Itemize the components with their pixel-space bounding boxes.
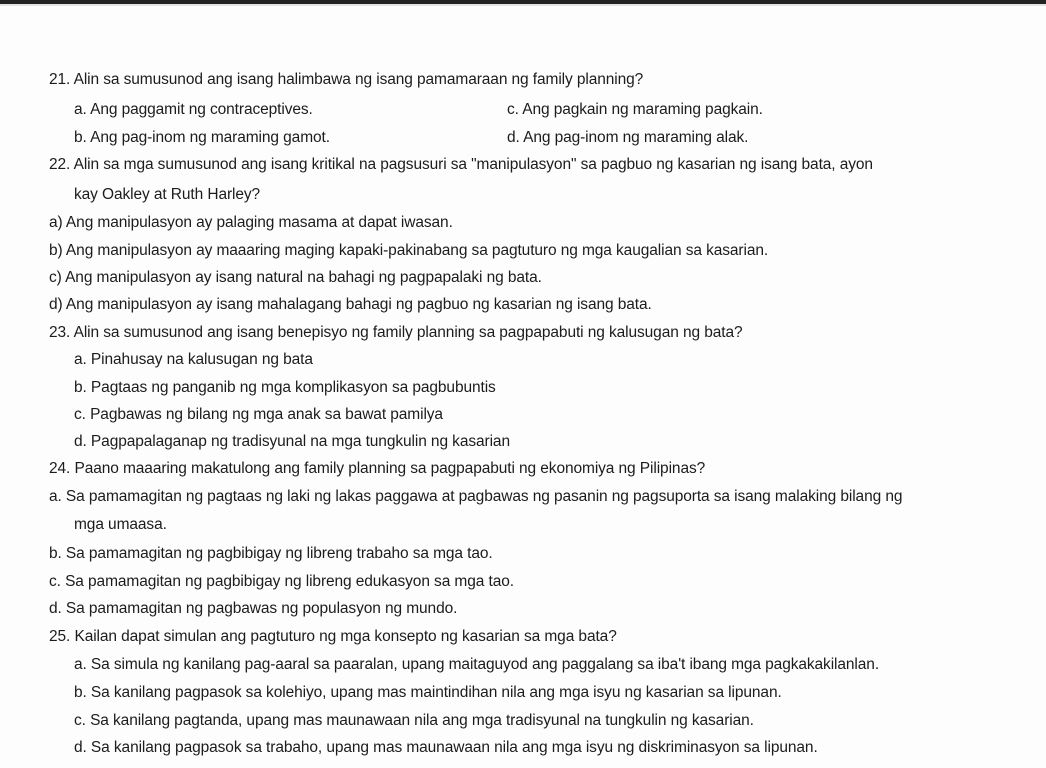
- top-edge-shadow: [0, 4, 1046, 6]
- question-25: 25. Kailan dapat simulan ang pagtuturo ng mga konsepto ng kasarian sa mga bata?: [49, 628, 617, 645]
- question-22-option-a[interactable]: a) Ang manipulasyon ay palaging masama at dapat iwasan.: [49, 214, 453, 231]
- question-24-option-c[interactable]: c. Sa pamamagitan ng pagbibigay ng libreng edukasyon sa mga tao.: [49, 573, 514, 590]
- question-25-option-b[interactable]: b. Sa kanilang pagpasok sa kolehiyo, upang mas maintindihan nila ang mga isyu ng kasarian sa lipunan.: [74, 684, 782, 701]
- question-25-option-a[interactable]: a. Sa simula ng kanilang pag-aaral sa paaralan, upang maitaguyod ang paggalang sa iba't ibang mga pagkakakilanlan.: [74, 656, 880, 673]
- question-21-option-d[interactable]: d. Ang pag-inom ng maraming alak.: [507, 129, 749, 146]
- question-21-option-c[interactable]: c. Ang pagkain ng maraming pagkain.: [507, 101, 763, 118]
- question-24-option-d[interactable]: d. Sa pamamagitan ng pagbawas ng populasyon ng mundo.: [49, 600, 458, 617]
- question-22: 22. Alin sa mga sumusunod ang isang kritikal na pagsusuri sa "manipulasyon" sa pagbuo ng kasarian ng isang bata, ayon: [49, 156, 873, 173]
- question-25-option-d[interactable]: d. Sa kanilang pagpasok sa trabaho, upang mas maunawaan nila ang mga isyu ng diskriminasyon sa lipunan.: [74, 739, 818, 756]
- question-25-option-c[interactable]: c. Sa kanilang pagtanda, upang mas maunawaan nila ang mga tradisyunal na tungkulin ng kasarian.: [74, 712, 754, 729]
- question-22-option-b[interactable]: b) Ang manipulasyon ay maaaring maging kapaki-pakinabang sa pagtuturo ng mga kaugalian sa kasarian.: [49, 242, 769, 259]
- question-23-option-b[interactable]: b. Pagtaas ng panganib ng mga komplikasyon sa pagbubuntis: [74, 379, 496, 396]
- question-21-option-a[interactable]: a. Ang paggamit ng contraceptives.: [74, 101, 313, 118]
- question-23-option-a[interactable]: a. Pinahusay na kalusugan ng bata: [74, 351, 313, 368]
- question-21-option-b[interactable]: b. Ang pag-inom ng maraming gamot.: [74, 129, 330, 146]
- question-22-continued: kay Oakley at Ruth Harley?: [74, 186, 261, 203]
- question-23-option-c[interactable]: c. Pagbawas ng bilang ng mga anak sa bawat pamilya: [74, 406, 443, 423]
- question-24: 24. Paano maaaring makatulong ang family planning sa pagpapabuti ng ekonomiya ng Pilipinas?: [49, 460, 706, 477]
- question-24-option-a[interactable]: a. Sa pamamagitan ng pagtaas ng laki ng lakas paggawa at pagbawas ng pasanin ng pagsuporta sa isang malaking bilang ng: [49, 488, 903, 505]
- question-21: 21. Alin sa sumusunod ang isang halimbawa ng isang pamamaraan ng family planning?: [49, 71, 644, 88]
- question-23-option-d[interactable]: d. Pagpapalaganap ng tradisyunal na mga tungkulin ng kasarian: [74, 433, 510, 450]
- question-24-option-b[interactable]: b. Sa pamamagitan ng pagbibigay ng libreng trabaho sa mga tao.: [49, 545, 493, 562]
- question-23: 23. Alin sa sumusunod ang isang benepisyo ng family planning sa pagpapabuti ng kalusugan ng bata?: [49, 324, 743, 341]
- question-24-option-a-continued[interactable]: mga umaasa.: [74, 516, 167, 533]
- question-22-option-d[interactable]: d) Ang manipulasyon ay isang mahalagang bahagi ng pagbuo ng kasarian ng isang bata.: [49, 296, 652, 313]
- question-22-option-c[interactable]: c) Ang manipulasyon ay isang natural na bahagi ng pagpapalaki ng bata.: [49, 269, 542, 286]
